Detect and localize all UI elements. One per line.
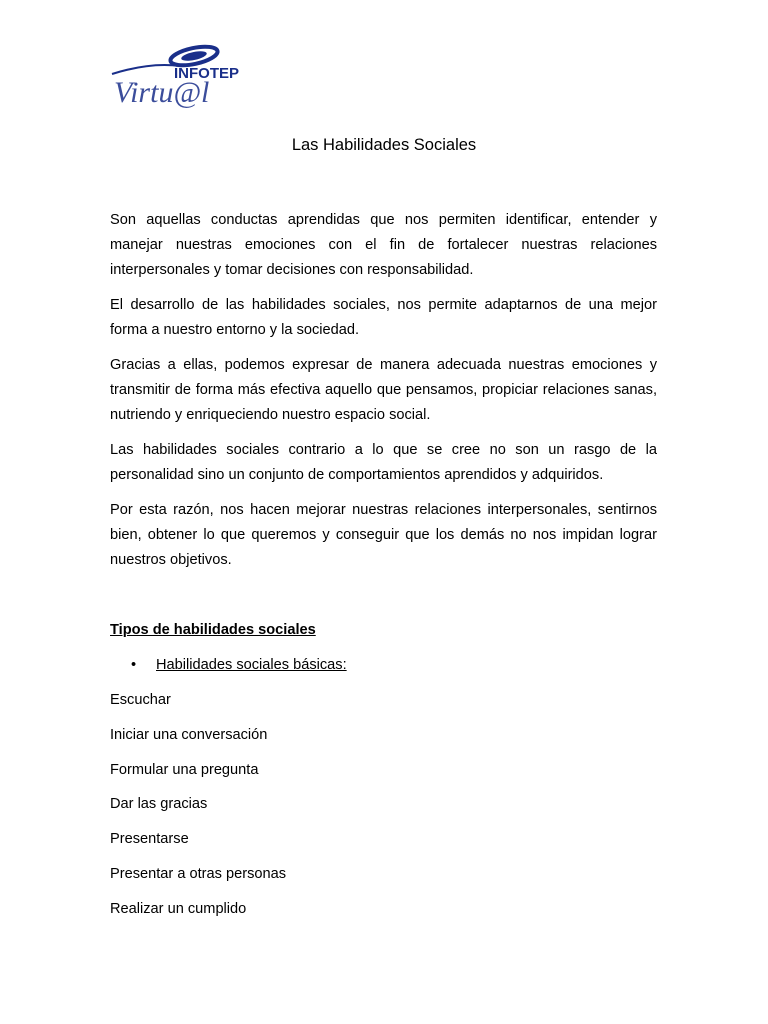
- paragraph: Gracias a ellas, podemos expresar de manera adecuada nuestras emociones y transmitir de forma más efectiva aquello que pensamos, propiciar relaciones sanas, nutriendo y enriqueciendo nuestro espacio social.: [110, 357, 657, 423]
- bullet-icon: •: [131, 657, 137, 673]
- intro-paragraphs: [110, 208, 657, 583]
- infotep-virtual-logo: [110, 40, 240, 109]
- bullet-item: [131, 654, 347, 676]
- list-item: Escuchar: [110, 692, 171, 708]
- list-item: Iniciar una conversación: [110, 726, 268, 743]
- paragraph: Por esta razón, nos hacen mejorar nuestras relaciones interpersonales, sentirnos bien, obtener lo que queremos y conseguir que los demás no nos impidan lograr nuestros objetivos.: [110, 502, 657, 568]
- list-item: Formular una pregunta: [110, 761, 259, 778]
- document-title: Las Habilidades Sociales: [291, 136, 477, 154]
- bullet-label: Habilidades sociales básicas:: [156, 657, 347, 673]
- section-heading: Tipos de habilidades sociales: [110, 622, 316, 638]
- list-item: Dar las gracias: [110, 796, 208, 813]
- paragraph: El desarrollo de las habilidades sociales, nos permite adaptarnos de una mejor forma a nuestro entorno y la sociedad.: [110, 297, 657, 338]
- list-item: Presentar a otras personas: [110, 865, 287, 882]
- list-item: Presentarse: [110, 831, 189, 848]
- logo-sub-text: Virtu@l: [114, 76, 210, 109]
- logo-brand-text: INFOTEP: [174, 65, 240, 82]
- paragraph: Las habilidades sociales contrario a lo que se cree no son un rasgo de la personalidad sino un conjunto de comportamientos aprendidos y adquiridos.: [110, 442, 657, 483]
- paragraph: Son aquellas conductas aprendidas que nos permiten identificar, entender y manejar nuestras emociones con el fin de fortalecer nuestras relaciones interpersonales y tomar decisiones con responsabilidad.: [110, 212, 657, 278]
- list-item: Realizar un cumplido: [110, 900, 247, 917]
- basic-skills-list: [110, 689, 286, 933]
